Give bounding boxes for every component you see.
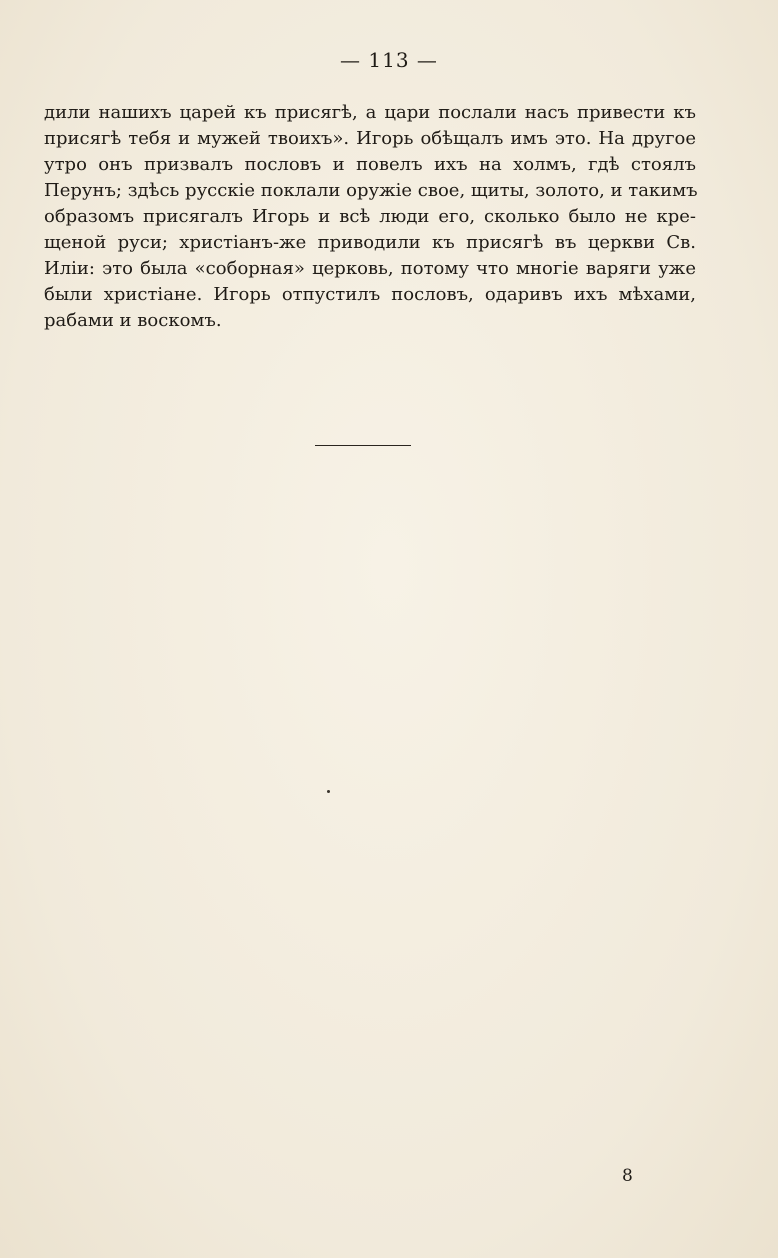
text-line: были христіане. Игорь отпустилъ пословъ, одаривъ ихъ мѣхами, [44,284,696,305]
body-paragraph [44,100,696,334]
text-line: щеной руси; христіанъ-же приводили къ присягѣ въ церкви Св. [44,232,696,253]
section-divider [315,445,411,446]
text-line: дили нашихъ царей къ присягѣ, а цари послали насъ привести къ [44,102,696,123]
signature-mark: 8 [622,1166,633,1186]
text-line: утро онъ призвалъ пословъ и повелъ ихъ на холмъ, гдѣ стоялъ [44,154,696,175]
text-line: рабами и воскомъ. [44,310,222,331]
text-line: присягѣ тебя и мужей твоихъ». Игорь обѣщалъ имъ это. На другое [44,128,696,149]
text-line: Иліи: это была «соборная» церковь, потому что многіе варяги уже [44,258,696,279]
text-line: образомъ присягалъ Игорь и всѣ люди его, сколько было не кре- [44,206,696,227]
page-number: — 113 — [340,48,438,72]
text-line: Перунъ; здѣсь русскіе поклали оружіе свое, щиты, золото, и такимъ [44,180,698,201]
paper-speck [327,790,330,793]
